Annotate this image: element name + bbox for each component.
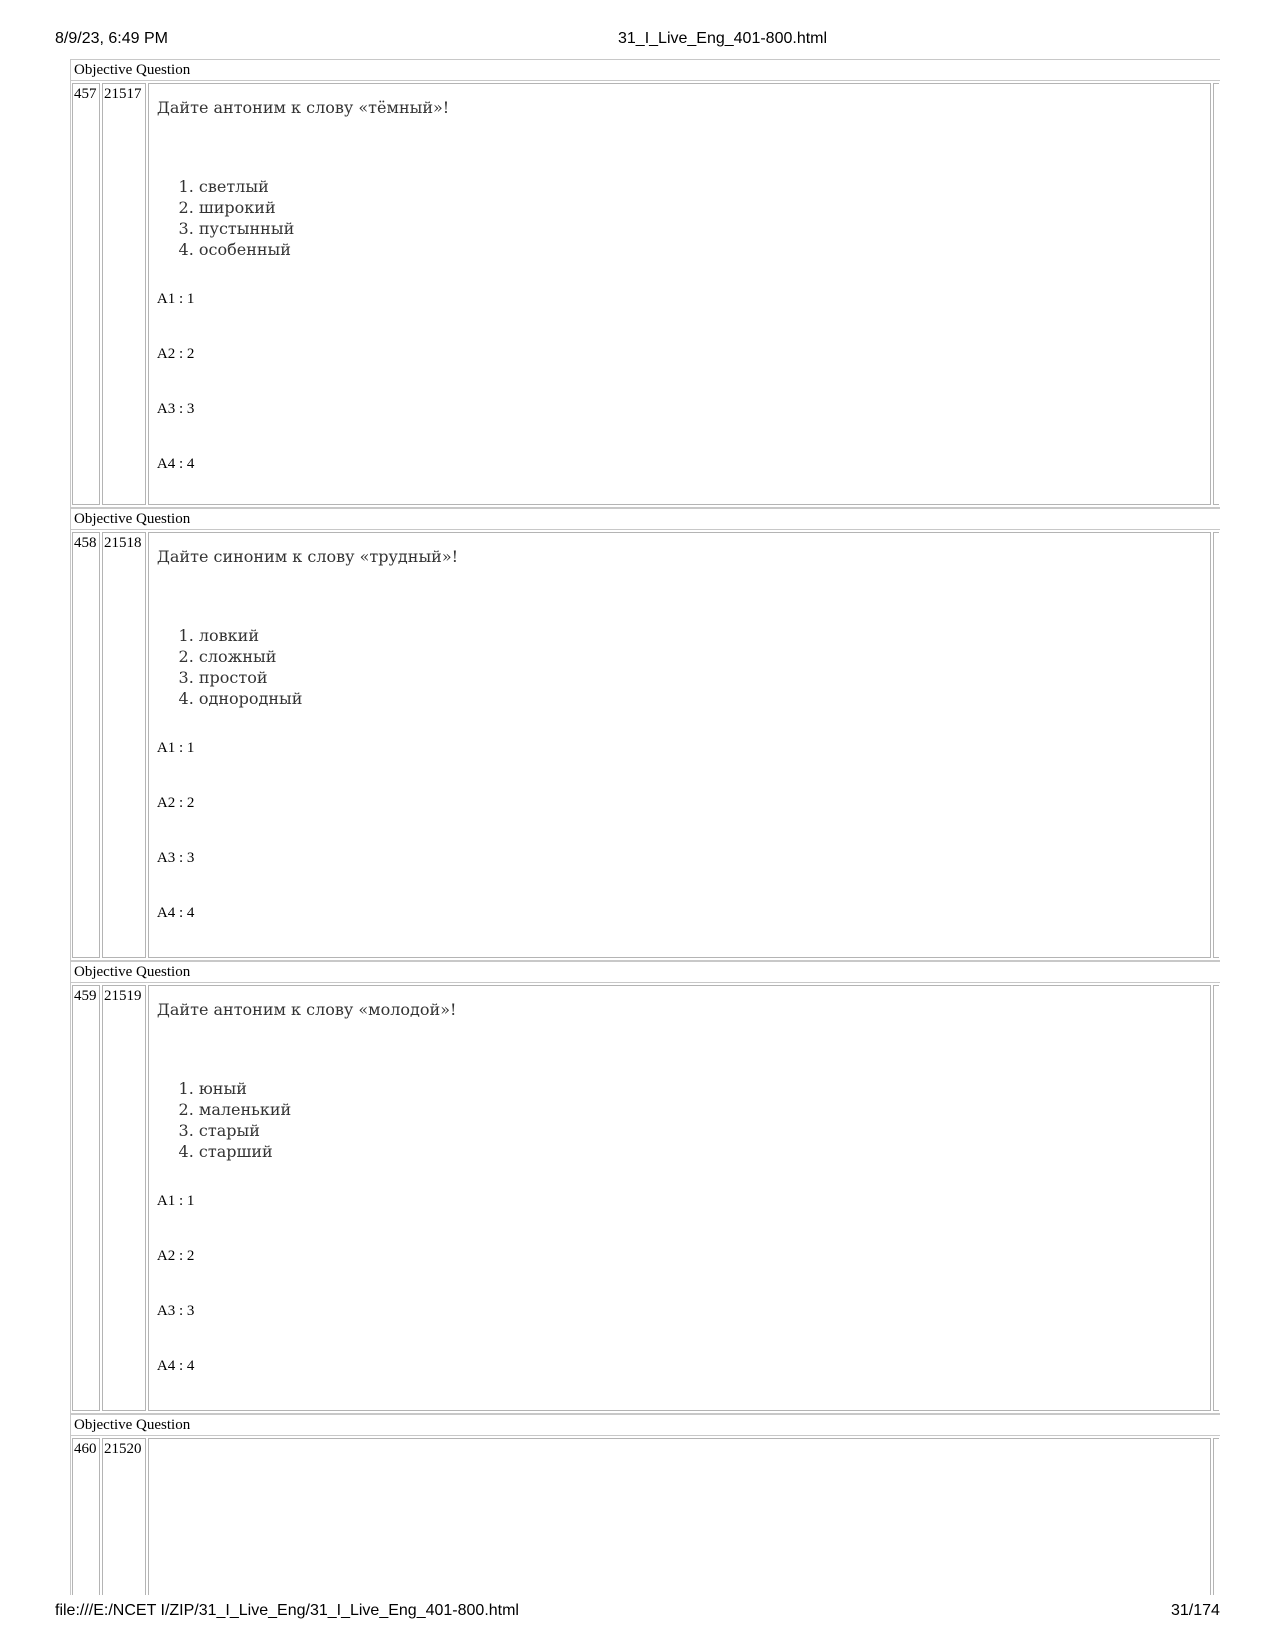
- question-id: 21520: [102, 1438, 146, 1595]
- option-item: 3. простой: [199, 667, 1202, 688]
- page-number: 31/174: [1171, 1602, 1220, 1619]
- question-row: [71, 81, 1220, 507]
- question-row: [71, 1436, 1220, 1595]
- question-serial: 458: [72, 532, 100, 958]
- answer-line: A2 : 2: [156, 346, 195, 362]
- answer-line: A2 : 2: [156, 1248, 195, 1264]
- question-text: Дайте антоним к слову «тёмный»!: [156, 98, 450, 117]
- question-block: [70, 1414, 1220, 1595]
- question-text: Дайте синоним к слову «трудный»!: [156, 547, 459, 566]
- clipped-cell: [1213, 1438, 1219, 1595]
- answer-line: A4 : 4: [156, 905, 195, 921]
- question-serial: 457: [72, 83, 100, 505]
- question-id: 21517: [102, 83, 146, 505]
- clipped-cell: [1213, 532, 1219, 958]
- answer-line: A2 : 2: [156, 795, 195, 811]
- option-item: 4. старший: [199, 1141, 1202, 1162]
- question-block: [70, 59, 1220, 508]
- option-item: 1. ловкий: [199, 625, 1202, 646]
- question-type-label: Objective Question: [71, 1415, 1220, 1436]
- question-row: [71, 983, 1220, 1413]
- question-text: Дайте антоним к слову «молодой»!: [156, 1000, 457, 1019]
- option-list: [157, 176, 1202, 260]
- question-type-label: Objective Question: [71, 509, 1220, 530]
- option-item: 4. однородный: [199, 688, 1202, 709]
- clipped-cell: [1213, 83, 1219, 505]
- answer-line: A1 : 1: [156, 1193, 195, 1209]
- question-type-label: Objective Question: [71, 60, 1220, 81]
- option-item: 2. широкий: [199, 197, 1202, 218]
- question-block: [70, 508, 1220, 961]
- print-url: file:///E:/NCET I/ZIP/31_I_Live_Eng/31_I_Live_Eng_401-800.html: [55, 1602, 519, 1619]
- question-type-label: Objective Question: [71, 962, 1220, 983]
- answer-line: A1 : 1: [156, 740, 195, 756]
- answer-line: A3 : 3: [156, 850, 195, 866]
- question-block: [70, 961, 1220, 1414]
- question-body: [148, 985, 1211, 1411]
- option-item: 3. старый: [199, 1120, 1202, 1141]
- option-list: [157, 625, 1202, 709]
- print-title: 31_I_Live_Eng_401-800.html: [618, 30, 828, 47]
- question-row: [71, 530, 1220, 960]
- question-serial: 459: [72, 985, 100, 1411]
- option-item: 3. пустынный: [199, 218, 1202, 239]
- question-list: [70, 59, 1220, 1595]
- question-body: [148, 532, 1211, 958]
- question-body: [148, 1438, 1211, 1595]
- answer-line: A1 : 1: [156, 291, 195, 307]
- option-list: [157, 1078, 1202, 1162]
- option-item: 2. маленький: [199, 1099, 1202, 1120]
- option-item: 2. сложный: [199, 646, 1202, 667]
- print-date: 8/9/23, 6:49 PM: [55, 30, 168, 47]
- question-body: [148, 83, 1211, 505]
- option-item: 4. особенный: [199, 239, 1202, 260]
- option-item: 1. светлый: [199, 176, 1202, 197]
- question-id: 21518: [102, 532, 146, 958]
- answer-line: A4 : 4: [156, 456, 195, 472]
- option-item: 1. юный: [199, 1078, 1202, 1099]
- answer-line: A4 : 4: [156, 1358, 195, 1374]
- answer-line: A3 : 3: [156, 1303, 195, 1319]
- question-serial: 460: [72, 1438, 100, 1595]
- answer-line: A3 : 3: [156, 401, 195, 417]
- question-id: 21519: [102, 985, 146, 1411]
- clipped-cell: [1213, 985, 1219, 1411]
